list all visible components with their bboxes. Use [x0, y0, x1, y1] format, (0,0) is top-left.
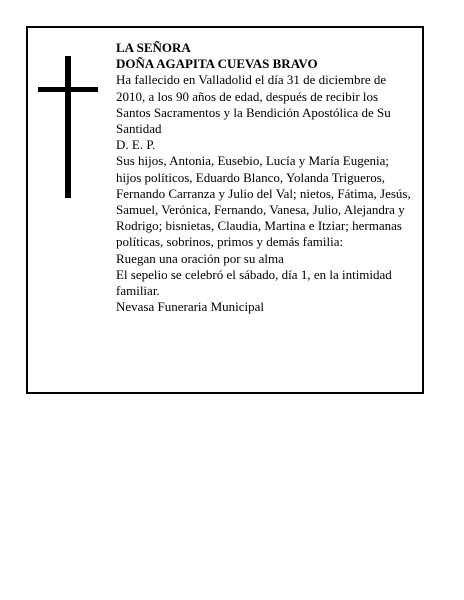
cross-icon — [38, 56, 98, 198]
obituary-notice — [26, 26, 424, 394]
rip-text: D. E. P. — [116, 137, 156, 153]
funeral-home: Nevasa Funeraria Municipal — [116, 299, 265, 315]
cross-horizontal-bar — [38, 87, 98, 92]
prayer-request: Ruegan una oración por su alma — [116, 250, 284, 266]
notice-title: LA SEÑORA — [116, 40, 191, 55]
death-announcement: Ha fallecido en Valladolid el día 31 de diciembre de 2010, a los 90 años de edad, después de recibir los Santos Sacramentos y la Bendición Apostólica de Su Santidad — [116, 72, 391, 137]
cross-vertical-bar — [65, 56, 71, 198]
family-list: Sus hijos, Antonia, Eusebio, Lucía y María Eugenia; hijos políticos, Eduardo Blanco, Yolanda Trigueros, Fernando Carranza y Julio del Val; nietos, Fátima, Jesús, Samuel, Verónica, Fernando, Vanesa, Julio, Alejandra y Rodrigo; bisnietas, Claudia, Martina e Itziar; hermanas políticas, sobrinos, primos y demás familia: — [116, 153, 411, 250]
deceased-name: DOÑA AGAPITA CUEVAS BRAVO — [116, 56, 318, 72]
notice-text — [116, 40, 416, 315]
burial-info: El sepelio se celebró el sábado, día 1, en la intimidad familiar. — [116, 266, 392, 299]
